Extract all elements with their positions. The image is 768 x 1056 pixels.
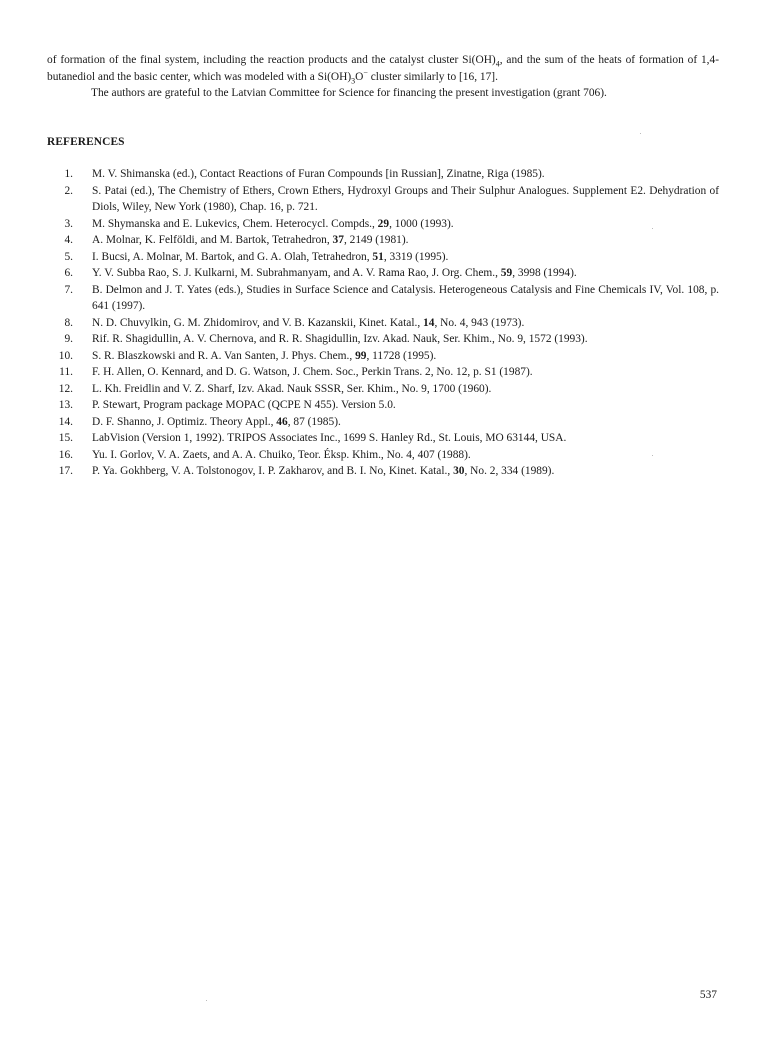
paragraph-conclusion <box>47 52 719 85</box>
reference-text <box>92 430 719 447</box>
reference-text-part: A. Molnar, K. Felföldi, and M. Bartok, Tetrahedron, <box>92 234 333 246</box>
reference-text-part: I. Bucsi, A. Molnar, M. Bartok, and G. A. Olah, Tetrahedron, <box>92 250 373 263</box>
references-list <box>47 166 719 480</box>
reference-text-part: M. V. Shimanska (ed.), Contact Reactions of Furan Compounds [in Russian], Zinatne, Riga (1985). <box>92 168 545 180</box>
reference-text <box>92 381 719 398</box>
reference-volume: 99 <box>355 349 367 362</box>
reference-text-part: Yu. I. Gorlov, V. A. Zaets, and A. A. Chuiko, Teor. Éksp. Khim., No. 4, 407 (1988). <box>92 448 471 461</box>
reference-text <box>92 249 719 266</box>
reference-item <box>47 166 719 183</box>
reference-item <box>47 331 719 348</box>
reference-text-part: LabVision (Version 1, 1992). TRIPOS Associates Inc., 1699 S. Hanley Rd., St. Louis, MO 63144, USA. <box>92 432 567 444</box>
reference-text-part: , 2149 (1981). <box>343 234 409 246</box>
reference-text-part: M. Shymanska and E. Lukevics, Chem. Heterocycl. Compds., <box>92 217 378 230</box>
reference-text-part: L. Kh. Freidlin and V. Z. Sharf, Izv. Akad. Nauk SSSR, Ser. Khim., No. 9, 1700 (1960). <box>92 382 492 395</box>
reference-volume: 59 <box>500 267 513 279</box>
reference-text <box>92 463 719 480</box>
paragraph-text-part: O <box>355 70 364 83</box>
reference-number: 4. <box>64 234 73 246</box>
paragraph-acknowledgement: The authors are grateful to the Latvian Committee for Science for financing the present investigation (grant 706). <box>91 87 607 99</box>
reference-item <box>47 183 719 216</box>
paragraph-text-part: of formation of the final system, including the reaction products and the catalyst cluster Si(OH) <box>47 54 496 66</box>
reference-item <box>47 364 719 381</box>
reference-item <box>47 463 719 480</box>
reference-text <box>92 331 719 348</box>
scan-speck <box>206 1000 207 1001</box>
reference-text-part: , 11728 (1995). <box>366 349 437 362</box>
body-text <box>47 52 719 102</box>
reference-item <box>47 216 719 233</box>
reference-item <box>47 282 719 315</box>
reference-number: 17. <box>58 465 73 477</box>
reference-text <box>92 447 719 464</box>
reference-number: 6. <box>64 267 73 279</box>
reference-text-part: B. Delmon and J. T. Yates (eds.), Studies in Surface Science and Catalysis. Heterogeneous Catalysis and Fine Chemicals IV, Vol. 108, p. 641 (1997). <box>92 283 719 312</box>
reference-volume: 14 <box>423 316 435 329</box>
reference-item <box>47 414 719 431</box>
reference-text-part: , No. 4, 943 (1973). <box>434 316 525 329</box>
reference-text <box>92 414 719 431</box>
reference-item <box>47 249 719 266</box>
superscript: − <box>363 67 368 77</box>
scan-speck <box>640 133 641 134</box>
reference-number: 3. <box>64 217 73 230</box>
reference-text <box>92 315 719 332</box>
reference-text-part: P. Stewart, Program package MOPAC (QCPE N 455). Version 5.0. <box>92 399 396 411</box>
reference-number: 5. <box>64 250 73 263</box>
reference-text <box>92 348 719 365</box>
reference-text-part: D. F. Shanno, J. Optimiz. Theory Appl., <box>92 415 277 428</box>
reference-text <box>92 282 719 315</box>
reference-number: 1. <box>64 168 73 180</box>
reference-number: 11. <box>59 366 73 378</box>
reference-text <box>92 183 719 216</box>
reference-number: 10. <box>58 349 73 362</box>
reference-volume: 30 <box>453 465 465 477</box>
reference-volume: 29 <box>377 217 390 230</box>
reference-text <box>92 216 719 233</box>
reference-item <box>47 447 719 464</box>
reference-item <box>47 397 719 414</box>
reference-volume: 46 <box>276 415 288 428</box>
reference-item <box>47 430 719 447</box>
subscript: 3 <box>351 75 356 85</box>
page-number: 537 <box>699 989 717 1001</box>
reference-text-part: Y. V. Subba Rao, S. J. Kulkarni, M. Subrahmanyam, and A. V. Rama Rao, J. Org. Chem., <box>92 267 501 279</box>
reference-text <box>92 265 719 282</box>
reference-volume: 51 <box>372 250 384 263</box>
reference-item <box>47 265 719 282</box>
reference-item <box>47 232 719 249</box>
reference-item <box>47 348 719 365</box>
reference-text-part: , 3998 (1994). <box>512 267 577 279</box>
page-content <box>47 52 719 480</box>
reference-text <box>92 397 719 414</box>
reference-text-part: S. R. Blaszkowski and R. A. Van Santen, J. Phys. Chem., <box>92 349 356 362</box>
reference-text <box>92 364 719 381</box>
reference-number: 13. <box>58 399 73 411</box>
reference-text <box>92 232 719 249</box>
scan-speck <box>652 455 653 456</box>
references-heading: REFERENCES <box>47 135 125 148</box>
reference-number: 16. <box>58 448 73 461</box>
reference-number: 7. <box>64 283 73 296</box>
reference-text-part: N. D. Chuvylkin, G. M. Zhidomirov, and V. B. Kazanskii, Kinet. Katal., <box>92 316 424 329</box>
reference-number: 14. <box>58 415 73 428</box>
reference-text-part: , 87 (1985). <box>287 415 341 428</box>
reference-volume: 37 <box>332 234 344 246</box>
reference-item <box>47 315 719 332</box>
reference-number: 2. <box>64 184 73 197</box>
reference-text-part: , No. 2, 334 (1989). <box>464 465 555 477</box>
paragraph-text-part: cluster similarly to [16, 17]. <box>367 70 498 83</box>
paragraph-text-part: , and the sum of the heats of formation of 1,4-butanediol and the basic center, which was modeled with a Si(OH) <box>47 54 719 83</box>
reference-number: 12. <box>58 382 73 395</box>
reference-text-part: S. Patai (ed.), The Chemistry of Ethers, Crown Ethers, Hydroxyl Groups and Their Sulphur Analogues. Supplement E2. Dehydration of Diols, Wiley, New York (1980), Chap. 16, p. 721. <box>92 184 719 213</box>
reference-text-part: , 1000 (1993). <box>389 217 454 230</box>
reference-item <box>47 381 719 398</box>
reference-text-part: F. H. Allen, O. Kennard, and D. G. Watson, J. Chem. Soc., Perkin Trans. 2, No. 12, p. S1 (1987). <box>92 366 533 378</box>
reference-text-part: P. Ya. Gokhberg, V. A. Tolstonogov, I. P. Zakharov, and B. I. No, Kinet. Katal., <box>92 465 454 477</box>
reference-number: 15. <box>58 432 73 444</box>
reference-text-part: , 3319 (1995). <box>383 250 449 263</box>
reference-text <box>92 166 719 183</box>
reference-number: 9. <box>64 333 73 345</box>
reference-text-part: Rif. R. Shagidullin, A. V. Chernova, and R. R. Shagidullin, Izv. Akad. Nauk, Ser. Khim., No. 9, 1572 (1993). <box>92 333 588 345</box>
subscript: 4 <box>495 59 500 69</box>
scan-speck <box>652 228 653 229</box>
reference-number: 8. <box>64 316 73 329</box>
